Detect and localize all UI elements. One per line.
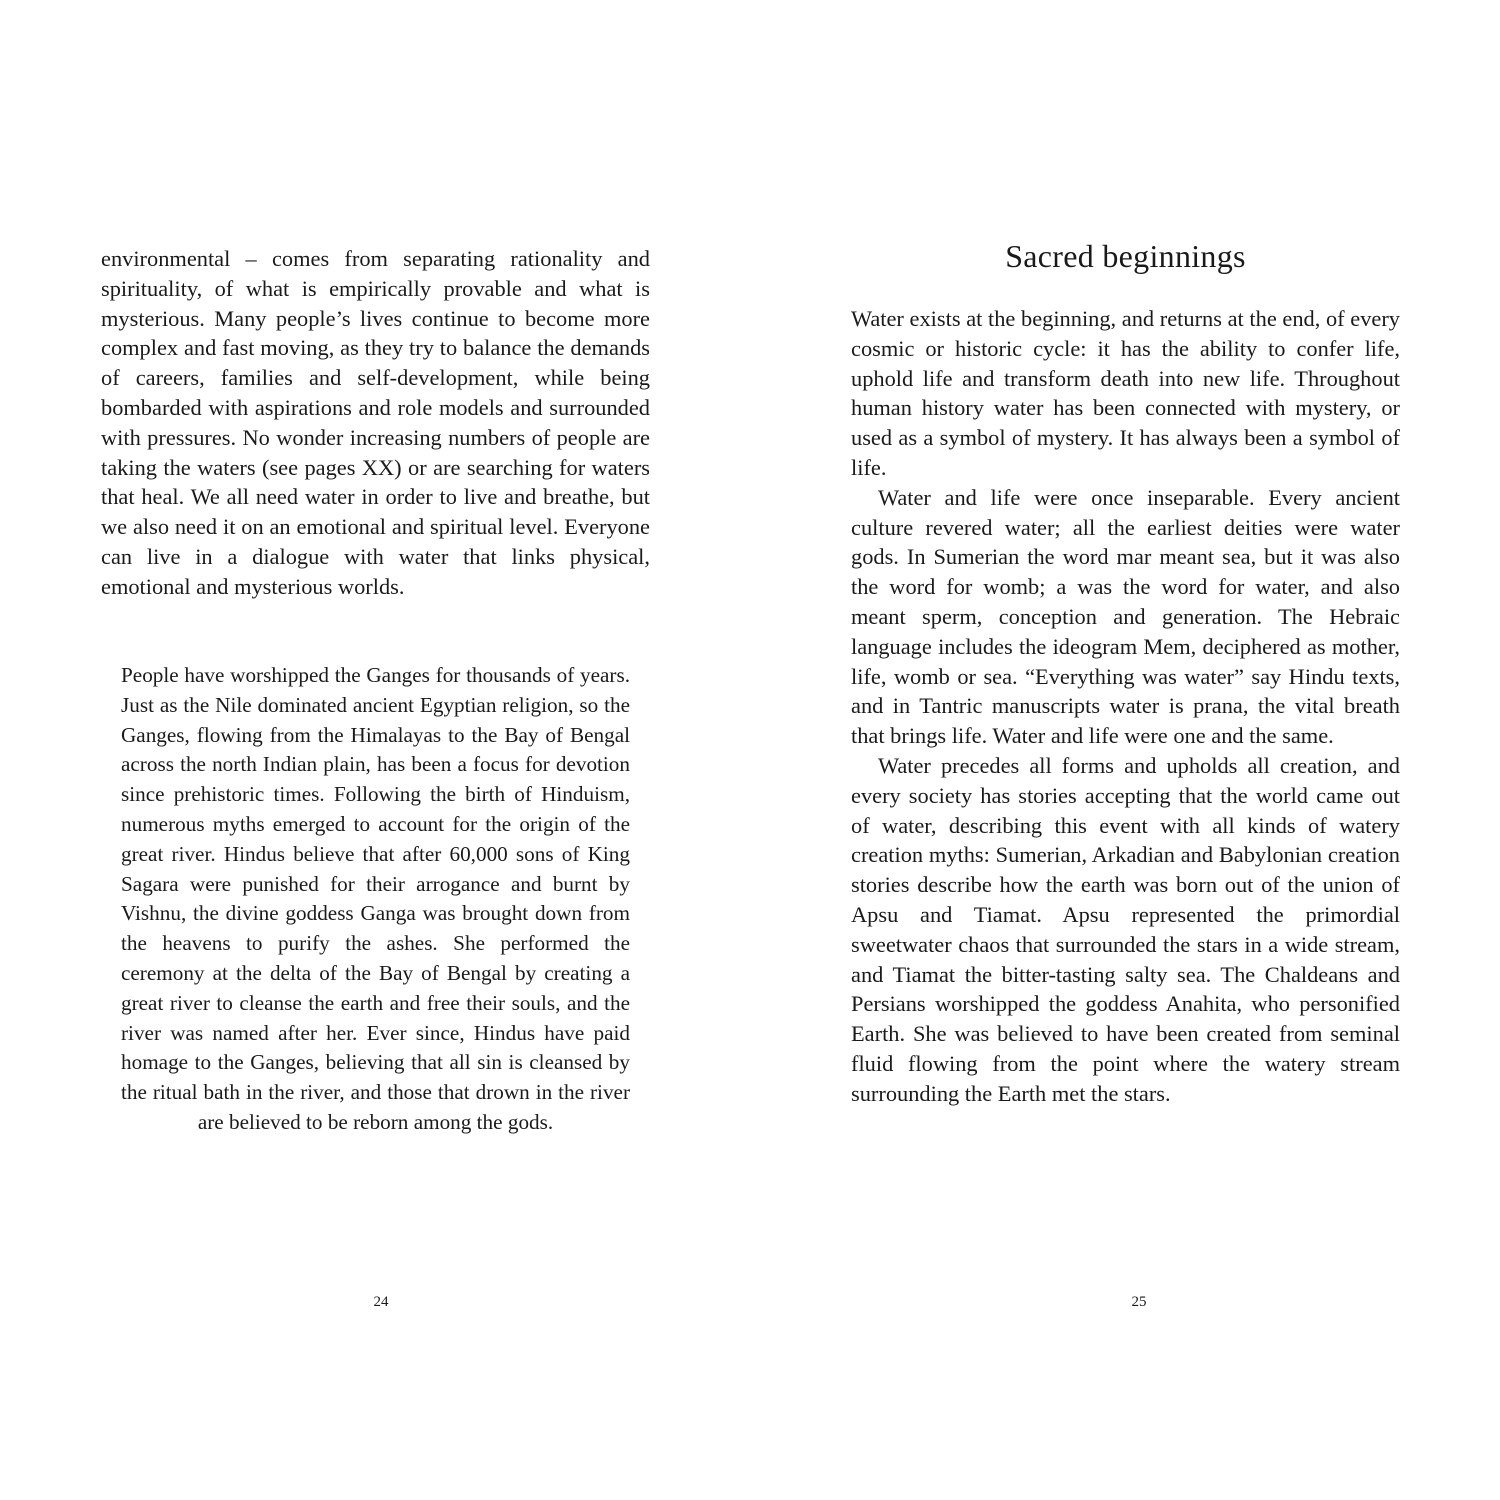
left-main-text-block bbox=[101, 244, 650, 602]
page-number-left: 24 bbox=[373, 1294, 389, 1310]
ganges-sidebar-paragraph: People have worshipped the Ganges for thousands of years. Just as the Nile dominated ancient Egyptian religion, so the Ganges, flowing from the Himalayas to the Bay of Bengal across the north Indian plain, has been a focus for devotion since prehistoric times. Following the birth of Hinduism, numerous myths emerged to account for the origin of the great river. Hindus believe that after 60,000 sons of King Sagara were punished for their arrogance and burnt by Vishnu, the divine goddess Ganga was brought down from the heavens to purify the ashes. She performed the ceremony at the delta of the Bay of Bengal by creating a great river to cleanse the earth and free their souls, and the river was named after her. Ever since, Hindus have paid homage to the Ganges, believing that all sin is cleansed by the ritual bath in the river, and those that drown in the river are believed to be reborn among the gods. bbox=[121, 663, 630, 1134]
ganges-sidebar-block bbox=[121, 661, 630, 1138]
right-paragraph-2: Water and life were once inseparable. Every ancient culture revered water; all the earliest deities were water gods. In Sumerian the word mar meant sea, but it was also the word for womb; a was the word for water, and also meant sperm, conception and generation. The Hebraic language includes the ideogram Mem, deciphered as mother, life, womb or sea. “Everything was water” say Hindu texts, and in Tantric manuscripts water is prana, the vital breath that brings life. Water and life were one and the same. bbox=[851, 484, 1400, 749]
page-number-right: 25 bbox=[1131, 1294, 1147, 1310]
section-heading: Sacred beginnings bbox=[1005, 238, 1246, 274]
right-paragraph-3: Water precedes all forms and upholds all creation, and every society has stories accepting that the world came out of water, describing this event with all kinds of watery creation myths: Sumerian, Arkadian and Babylonian creation stories describe how the earth was born out of the union of Apsu and Tiamat. Apsu represented the primordial sweetwater chaos that surrounded the stars in a wide stream, and Tiamat the bitter-tasting salty sea. The Chaldeans and Persians worshipped the goddess Anahita, who personified Earth. She was believed to have been created from seminal fluid flowing from the point where the watery stream surrounding the Earth met the stars. bbox=[851, 752, 1400, 1106]
right-paragraph-1: Water exists at the beginning, and returns at the end, of every cosmic or historic cycle: it has the ability to confer life, uphold life and transform death into new life. Throughout human history water has been connected with mystery, or used as a symbol of mystery. It has always been a symbol of life. bbox=[851, 306, 1400, 480]
right-body-text-block bbox=[851, 304, 1400, 1109]
left-main-paragraph: environmental – comes from separating rationality and spirituality, of what is empirically provable and what is mysterious. Many people’s lives continue to become more complex and fast moving, as they try to balance the demands of careers, families and self-development, while being bombarded with aspirations and role models and surrounded with pressures. No wonder increasing numbers of people are taking the waters (see pages XX) or are searching for waters that heal. We all need water in order to live and breathe, but we also need it on an emotional and spiritual level. Everyone can live in a dialogue with water that links physical, emotional and mysterious worlds. bbox=[101, 246, 650, 599]
